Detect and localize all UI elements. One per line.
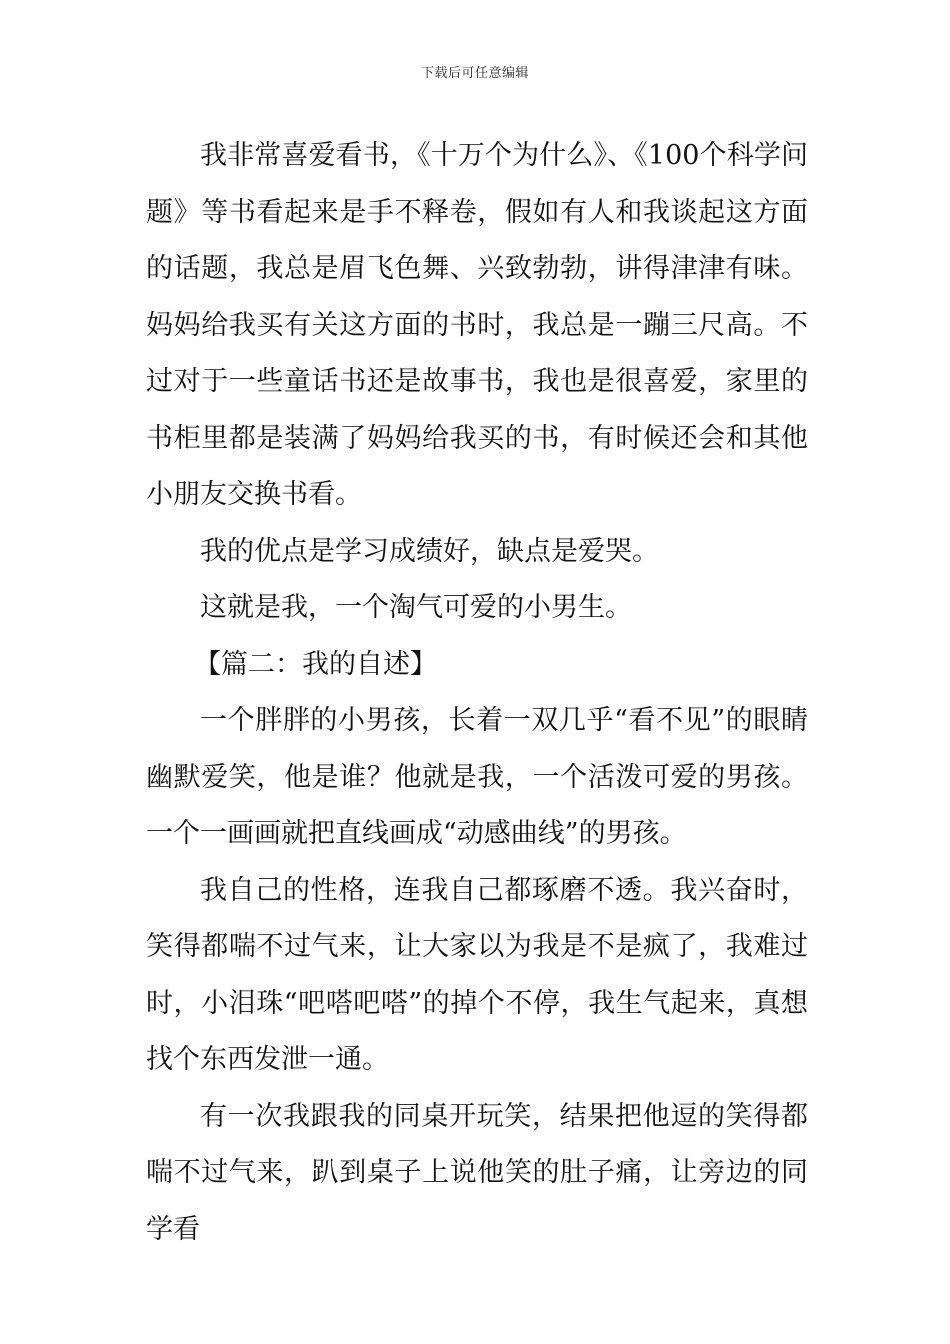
paragraph-personality: 我自己的性格，连我自己都琢磨不透。我兴奋时，笑得都喘不过气来，让大家以为我是不是疯了，我难过时，小泪珠“吧嗒吧嗒”的掉个不停，我生气起来，真想找个东西发泄一通。	[146, 874, 808, 1075]
paragraph-strengths: 我的优点是学习成绩好，缺点是爱哭。	[200, 535, 659, 567]
paragraph-reading-hobby: 我非常喜爱看书，《十万个为什么》、《100个科学问题》等书看起来是手不释卷，假如有人和我谈起这方面的话题，我总是眉飞色舞、兴致勃勃，讲得津津有味。妈妈给我买有关这方面的书时，我总是一蹦三尺高。不过对于一些童话书还是故事书，我也是很喜爱，家里的书柜里都是装满了妈妈给我买的书，有时候还会和其他小朋友交换书看。	[146, 140, 808, 510]
paragraph-summary: 这就是我，一个淘气可爱的小男生。	[200, 592, 632, 623]
page-header: 下载后可任意编辑	[420, 66, 529, 81]
section-heading: 【篇二：我的自述】	[194, 648, 437, 680]
document-body	[146, 128, 808, 1258]
paragraph-anecdote: 有一次我跟我的同桌开玩笑，结果把他逗的笑得都喘不过气来，趴到桌子上说他笑的肚子痛，让旁边的同学看	[146, 1100, 808, 1245]
paragraph-self-intro: 一个胖胖的小男孩，长着一双几乎“看不见”的眼睛幽默爱笑，他是谁？他就是我，一个活泼可爱的男孩。一个一画画就把直线画成“动感曲线”的男孩。	[146, 705, 808, 849]
